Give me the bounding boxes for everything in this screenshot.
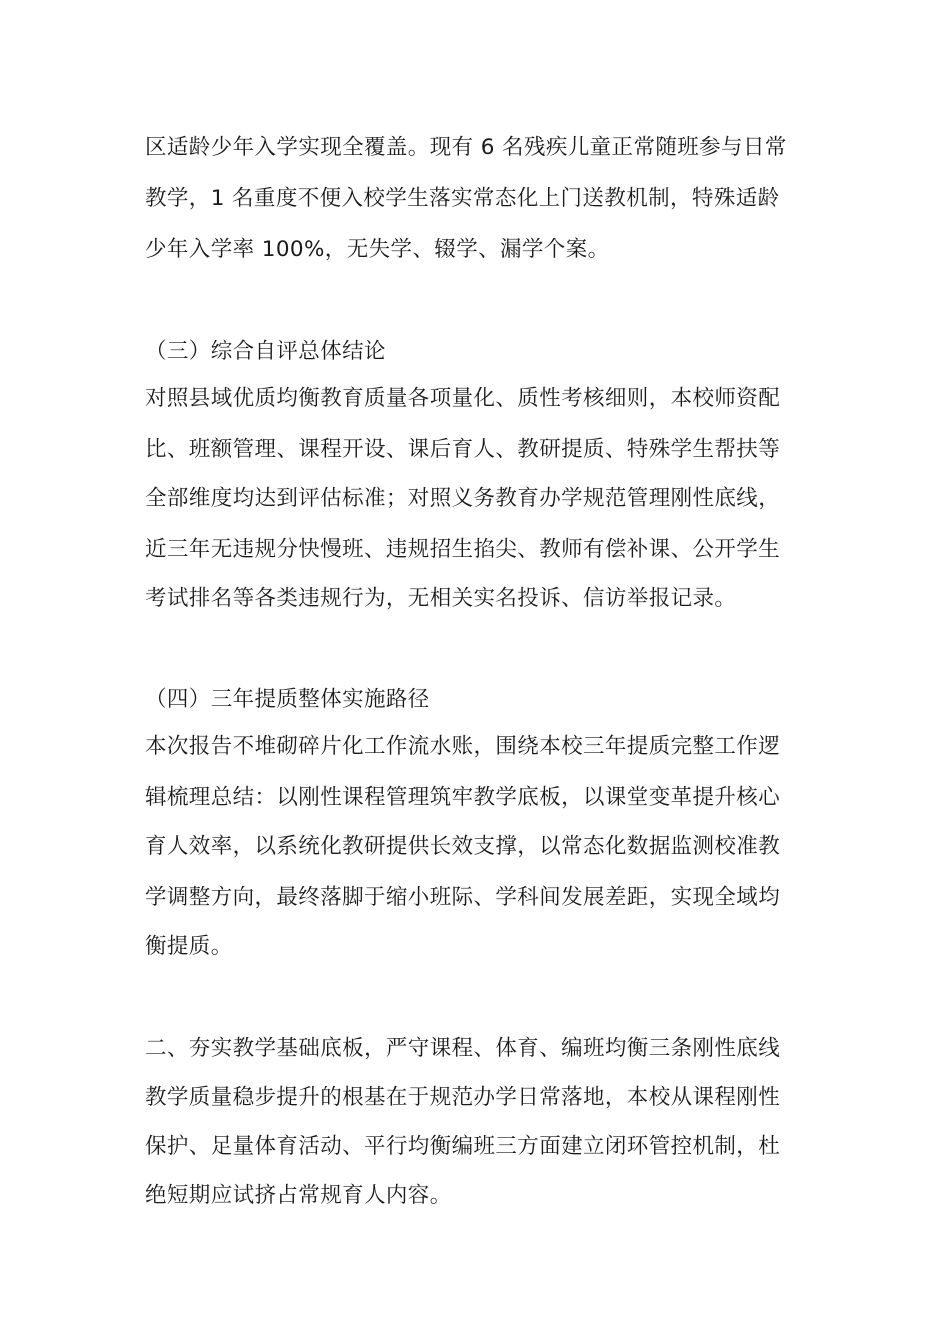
section-heading-3: （三）综合自评总体结论 <box>145 339 386 364</box>
paragraph-line: 辑梳理总结：以刚性课程管理筑牢教学底板，以课堂变革提升核心 <box>145 785 781 810</box>
chapter-heading-2: 二、夯实教学基础底板，严守课程、体育、编班均衡三条刚性底线 <box>145 1036 781 1061</box>
paragraph-line: 全部维度均达到评估标准；对照义务教育办学规范管理刚性底线， <box>145 486 781 511</box>
paragraph-line: 教学，1 名重度不便入校学生落实常态化上门送教机制，特殊适龄 <box>145 186 780 211</box>
paragraph-line: 考试排名等各类违规行为，无相关实名投诉、信访举报记录。 <box>145 586 737 611</box>
paragraph-line: 少年入学率 100%，无失学、辍学、漏学个案。 <box>145 237 610 262</box>
paragraph-line: 本次报告不堆砌碎片化工作流水账，围绕本校三年提质完整工作逻 <box>145 734 781 759</box>
paragraph-line: 保护、足量体育活动、平行均衡编班三方面建立闭环管控机制，杜 <box>145 1134 781 1159</box>
paragraph-line: 育人效率，以系统化教研提供长效支撑，以常态化数据监测校准教 <box>145 834 781 859</box>
paragraph-line: 区适龄少年入学实现全覆盖。现有 6 名残疾儿童正常随班参与日常 <box>145 135 787 160</box>
section-heading-4: （四）三年提质整体实施路径 <box>145 687 430 712</box>
paragraph-line: 绝短期应试挤占常规育人内容。 <box>145 1183 452 1208</box>
paragraph-line: 比、班额管理、课程开设、课后育人、教研提质、特殊学生帮扶等 <box>145 437 781 462</box>
paragraph-line: 对照县域优质均衡教育质量各项量化、质性考核细则，本校师资配 <box>145 386 781 411</box>
paragraph-line: 教学质量稳步提升的根基在于规范办学日常落地，本校从课程刚性 <box>145 1085 781 1110</box>
paragraph-line: 衡提质。 <box>145 934 233 959</box>
paragraph-line: 近三年无违规分快慢班、违规招生掐尖、教师有偿补课、公开学生 <box>145 537 781 562</box>
paragraph-line: 学调整方向，最终落脚于缩小班际、学科间发展差距，实现全域均 <box>145 885 781 910</box>
